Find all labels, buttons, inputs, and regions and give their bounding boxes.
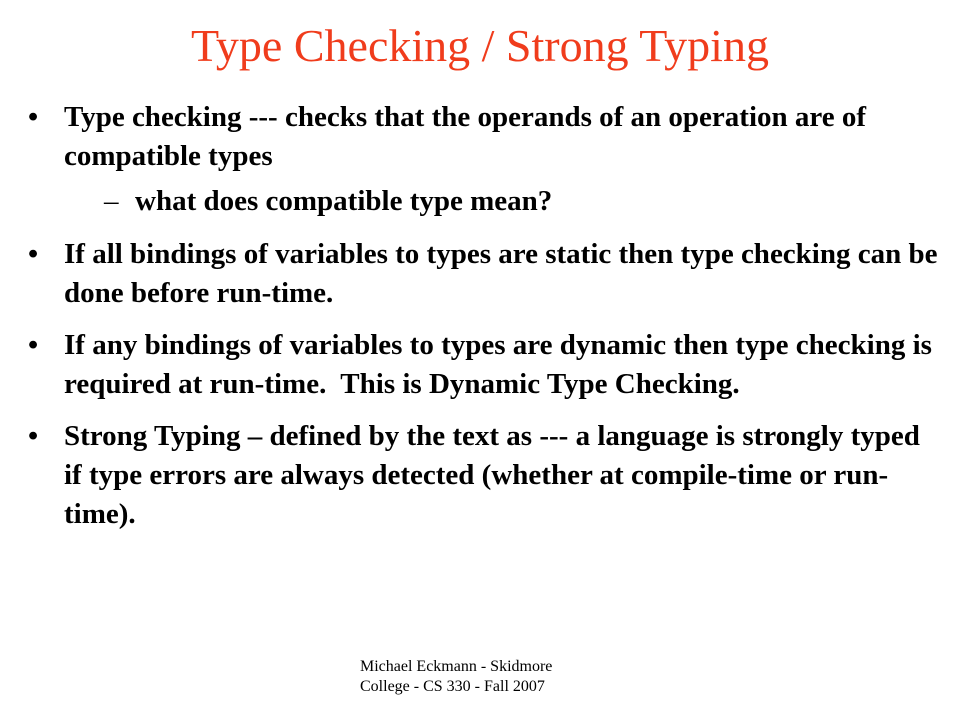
bullet-type-checking — [28, 98, 938, 221]
sub-bullet-text: what does compatible type mean? — [135, 185, 553, 217]
bullet-list — [28, 98, 938, 547]
bullet-dynamic-bindings — [28, 326, 938, 404]
sub-bullet-compatible-type — [64, 182, 938, 221]
bullet-dot-icon: • — [28, 420, 39, 452]
bullet-text: If any bindings of variables to types are dynamic then type checking is required at run-time. This is Dynamic Type Checking. — [64, 329, 940, 400]
slide-title: Type Checking / Strong Typing — [191, 20, 769, 71]
footer-line-2: College - CS 330 - Fall 2007 — [360, 678, 545, 695]
dash-icon: – — [104, 185, 119, 217]
bullet-strong-typing — [28, 417, 938, 534]
slide-footer — [360, 657, 620, 697]
bullet-dot-icon: • — [28, 101, 39, 133]
bullet-dot-icon: • — [28, 329, 39, 361]
bullet-text: If all bindings of variables to types are static then type checking can be done before run-time. — [64, 238, 938, 309]
footer-line-1: Michael Eckmann - Skidmore — [360, 658, 553, 675]
bullet-text: Strong Typing – defined by the text as --- a language is strongly typed if type errors are always detected (whether at compile-time or run-time). — [64, 420, 920, 530]
bullet-static-bindings — [28, 235, 938, 313]
bullet-text: Type checking --- checks that the operands of an operation are of compatible types — [64, 101, 867, 172]
bullet-dot-icon: • — [28, 238, 39, 270]
